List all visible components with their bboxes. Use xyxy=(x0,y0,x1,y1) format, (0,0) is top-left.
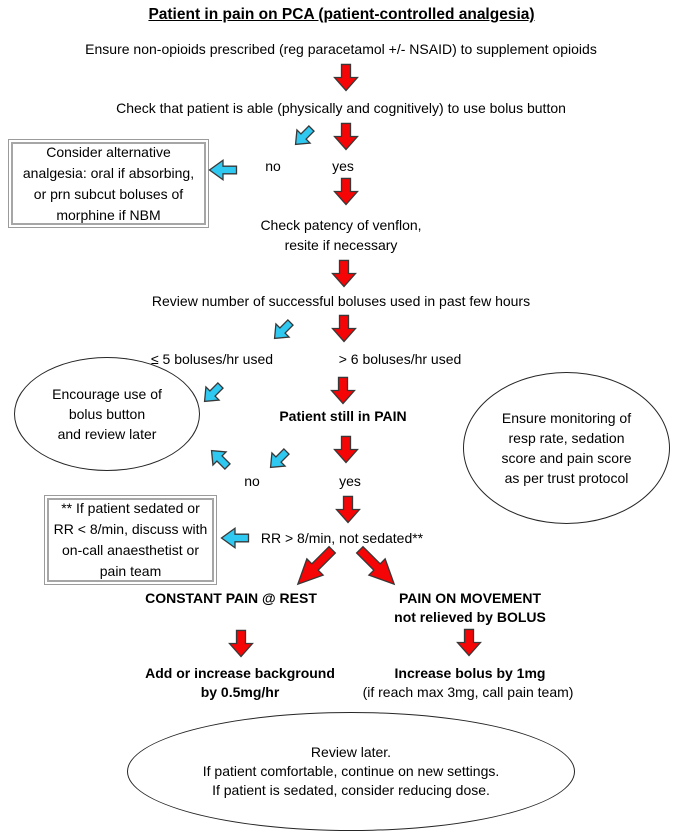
red-down-arrow-6 xyxy=(330,376,356,405)
action-increase-bolus-note: (if reach max 3mg, call pain team) xyxy=(362,684,574,700)
sedated-warning-line: RR < 8/min, discuss with xyxy=(53,521,208,537)
review-later-line: Review later. xyxy=(310,744,392,760)
red-down-arrow-10 xyxy=(456,628,482,657)
step-review-boluses: Review number of successful boluses used in past few hours xyxy=(151,293,531,309)
alternative-analgesia-line: Consider alternative xyxy=(46,143,171,160)
review-later-line: If patient is sedated, consider reducing dose. xyxy=(212,782,490,798)
encourage-line: bolus button xyxy=(68,406,146,422)
action-increase-bolus: Increase bolus by 1mg xyxy=(394,665,546,681)
label-gt6-boluses: > 6 boluses/hr used xyxy=(338,351,462,367)
review-later-line: If patient comfortable, continue on new settings. xyxy=(202,763,500,779)
pain-movement-line: PAIN ON MOVEMENT xyxy=(398,590,542,606)
monitoring-line: resp rate, sedation xyxy=(508,430,625,446)
sedated-warning-line: ** If patient sedated or xyxy=(61,500,200,516)
step-patient-still-in-pain: Patient still in PAIN xyxy=(279,408,407,424)
red-down-arrow-3 xyxy=(333,177,359,206)
red-fork-arrow-left xyxy=(287,539,344,596)
blue-no-branch-arrow-1 xyxy=(287,120,320,153)
flowchart-title: Patient in pain on PCA (patient-controlled analgesia) xyxy=(148,6,535,23)
blue-up-left-arrow-no xyxy=(203,442,236,475)
alternative-analgesia-line: or prn subcut boluses of xyxy=(33,185,184,202)
blue-arrow-to-encourage-ellipse xyxy=(196,377,229,410)
venflon-line: Check patency of venflon, xyxy=(260,217,422,233)
label-no-2: no xyxy=(244,473,260,489)
label-yes-1: yes xyxy=(332,158,354,174)
encourage-line: Encourage use of xyxy=(52,386,162,402)
venflon-line: resite if necessary xyxy=(284,237,398,253)
step-check-venflon xyxy=(260,215,421,255)
red-down-arrow-1 xyxy=(333,63,359,92)
pain-movement-line: not relieved by BOLUS xyxy=(394,609,546,625)
step-ensure-nonopioids: Ensure non-opioids prescribed (reg paracetamol +/- NSAID) to supplement opioids xyxy=(85,41,597,57)
sedated-warning-line: pain team xyxy=(99,563,162,579)
alternative-analgesia-line: morphine if NBM xyxy=(56,206,161,223)
blue-left-arrow-to-alternative-box xyxy=(208,159,238,181)
encourage-ellipse xyxy=(14,357,200,471)
monitoring-line: score and pain score xyxy=(501,450,632,466)
label-no-1: no xyxy=(265,158,281,174)
red-down-arrow-4 xyxy=(331,259,357,288)
action-add-background xyxy=(145,664,335,702)
blue-no-branch-arrow-2 xyxy=(262,443,295,476)
blue-branch-arrow-le5 xyxy=(266,314,299,347)
branch-constant-pain-label: CONSTANT PAIN @ REST xyxy=(145,590,317,606)
red-down-arrow-2 xyxy=(333,122,359,151)
label-rr-not-sedated: RR > 8/min, not sedated** xyxy=(260,530,424,546)
sedated-warning-box xyxy=(44,495,217,585)
red-down-arrow-8 xyxy=(335,495,361,524)
step-check-bolus-button: Check that patient is able (physically and cognitively) to use bolus button xyxy=(116,100,566,116)
add-background-line: Add or increase background xyxy=(145,665,335,681)
add-background-line: by 0.5mg/hr xyxy=(200,684,280,700)
alternative-analgesia-line: analgesia: oral if absorbing, xyxy=(22,164,195,181)
monitoring-ellipse xyxy=(463,372,670,524)
sedated-warning-line: on-call anaesthetist or xyxy=(62,542,199,558)
red-fork-arrow-right xyxy=(349,539,406,596)
blue-left-arrow-to-sedated-box xyxy=(220,527,250,549)
red-down-arrow-9 xyxy=(228,629,254,658)
label-le5-boluses: ≤ 5 boluses/hr used xyxy=(150,351,274,367)
monitoring-line: as per trust protocol xyxy=(504,470,629,486)
red-down-arrow-5 xyxy=(331,314,357,343)
label-yes-2: yes xyxy=(339,473,361,489)
branch-pain-movement-label xyxy=(394,589,546,627)
alternative-analgesia-box xyxy=(8,139,209,228)
encourage-line: and review later xyxy=(57,426,157,442)
red-down-arrow-7 xyxy=(333,435,359,464)
monitoring-line: Ensure monitoring of xyxy=(501,410,632,426)
review-later-ellipse xyxy=(127,712,575,831)
